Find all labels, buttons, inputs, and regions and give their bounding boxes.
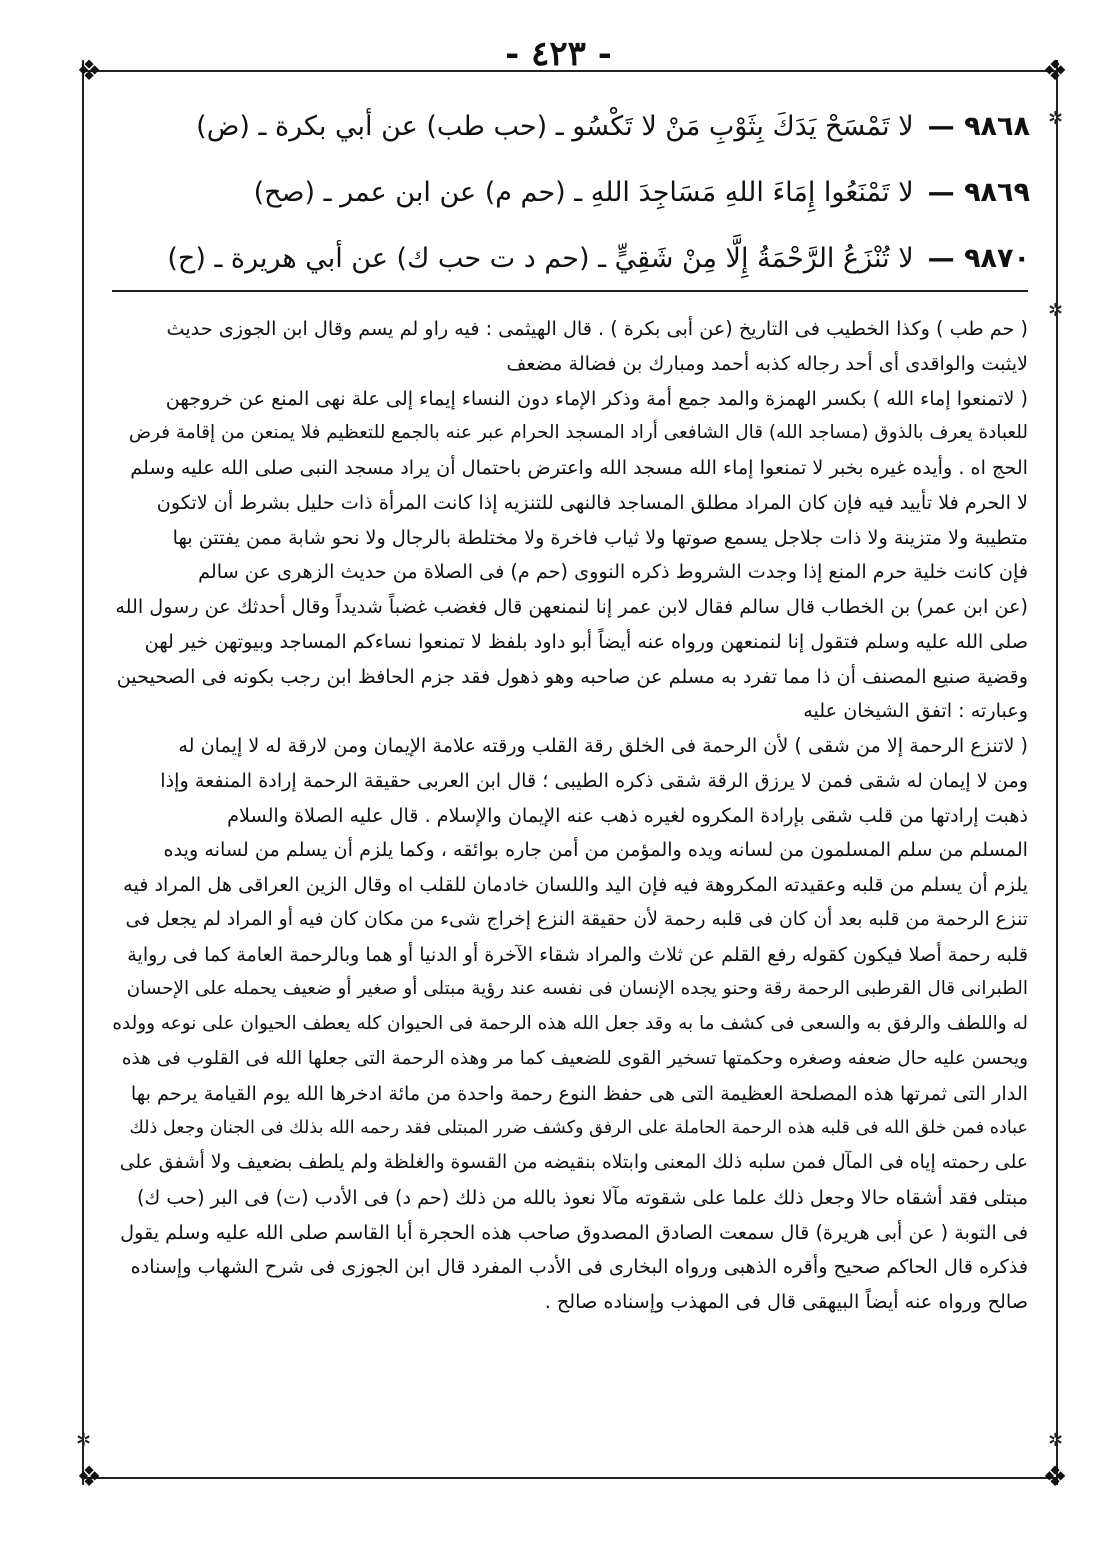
hadith-text: لا تُنْزَعُ الرَّحْمَةُ إِلَّا مِنْ شَقِيٍّ ـ (حم د ت حب ك) عن أبي هريرة ـ (ح) — [167, 243, 914, 274]
hadith-list — [110, 94, 1030, 292]
side-ornament-icon: ✲ — [1048, 108, 1064, 129]
commentary-line: ( حم طب ) وكذا الخطيب فى التاريخ (عن أبى بكرة ) . قال الهيثمى : فيه راو لم يسم وقال ابن الجوزى حديث — [166, 317, 1028, 340]
commentary-line: الدار التى ثمرتها هذه المصلحة العظيمة التى هى حفظ النوع رحمة واحدة من مائة ادخرها الله يوم القيامة يرحم بها — [130, 1081, 1028, 1105]
commentary-line: فإن كانت خلية حرم المنع إذا وجدت الشروط ذكره النووى (حم م) فى الصلاة من حديث الزهرى عن سالم — [198, 560, 1028, 584]
hadith-entry — [110, 94, 1030, 160]
commentary-line: الحج اه . وأيده غيره بخبر لا تمنعوا إماء الله مسجد الله واعترض باحتمال أن يراد مسجد النبى صلى الله عليه وسلم — [130, 456, 1028, 479]
commentary-line: صالح ورواه عنه أيضاً البيهقى قال فى المهذب وإسناده صالح . — [544, 1290, 1028, 1313]
commentary-line: الطبرانى قال القرطبى الرحمة رقة وحنو يجده الإنسان فى نفسه عند رؤية مبتلى أو صغير أو ضعيف يحمله على الإحسان — [126, 978, 1028, 1000]
commentary-line: فذكره قال الحاكم صحيح وأقره الذهبى ورواه البخارى فى الأدب المفرد قال ابن الجوزى فى شرح الشهاب وإسناده — [130, 1255, 1028, 1279]
commentary-line: صلى الله عليه وسلم فتقول إنا لنمنعهن ورواه عنه أيضاً أبو داود بلفظ لا تمنعوا نساءكم المساجد وبيوتهن خير لهن — [144, 629, 1028, 653]
commentary-line: ويحسن عليه حال ضعفه وصغره وحكمتها تسخير القوى للضعيف كما مر وهذه الرحمة التى جعلها الله فى القلوب فى هذه — [121, 1047, 1028, 1069]
hadith-text: لا تَمْنَعُوا إِمَاءَ اللهِ مَسَاجِدَ اللهِ ـ (حم م) عن ابن عمر ـ (صح) — [253, 177, 914, 208]
section-divider — [112, 290, 1028, 292]
corner-ornament-icon: ❖ — [1042, 1460, 1068, 1493]
commentary-line: للعبادة يعرف بالذوق (مساجد الله) قال الشافعى أراد المسجد الحرام عبر عنه بالجمع للتعظيم فلا يمنعن من إقامة فرض — [128, 422, 1028, 444]
commentary-line: وعبارته : اتفق الشيخان عليه — [803, 699, 1028, 723]
commentary-line: تنزع الرحمة من قلبه بعد أن كان فى قلبه رحمة لأن حقيقة النزع إخراج شىء من مكان كان فيه أو المراد لم يجعل فى — [125, 908, 1028, 930]
commentary-line: ومن لا إيمان له شقى فمن لا يرزق الرقة شقى ذكره الطيبى ؛ قال ابن العربى حقيقة الرحمة إرادة المنفعة وإذا — [160, 768, 1028, 792]
commentary-line: (عن ابن عمر) بن الخطاب قال سالم فقال لابن عمر إنا لنمنعهن قال فغضب غضباً شديداً وقال أحدثك عن رسول الله — [115, 595, 1028, 618]
commentary-line: لايثبت والواقدى أى أحد رجاله كذبه أحمد ومبارك بن فضالة مضعف — [506, 351, 1028, 375]
commentary-line: ( لاتنزع الرحمة إلا من شقى ) لأن الرحمة فى الخلق رقة القلب ورقته علامة الإيمان ومن لارقة له لا إيمان له — [178, 734, 1028, 757]
commentary-body — [112, 312, 1028, 1320]
page-number: - ٤٢٣ - — [505, 34, 612, 74]
commentary-line: مبتلى فقد أشقاه حالا وجعل ذلك علما على شقوته مآلا نعوذ بالله من ذلك (حم د) فى الأدب (ت) فى البر (حب ك) — [136, 1185, 1028, 1209]
hadith-entry — [110, 226, 1030, 292]
hadith-number: ٩٨٧٠ — — [927, 243, 1030, 274]
hadith-number: ٩٨٦٩ — — [927, 177, 1030, 208]
hadith-text: لا تَمْسَحْ يَدَكَ بِثَوْبِ مَنْ لا تَكْسُو ـ (حب طب) عن أبي بكرة ـ (ض) — [196, 111, 914, 142]
corner-ornament-icon: ❖ — [76, 54, 102, 87]
side-ornament-icon: ✲ — [1048, 300, 1064, 321]
frame-bottom-border — [82, 1477, 1056, 1479]
commentary-line: لا الحرم فلا تأييد فيه فإن كان المراد مطلق المساجد فالنهى للتنزيه إذا كانت المرأة ذات حليل بشرط أن لاتكون — [156, 490, 1028, 514]
commentary-line: متطيبة ولا متزينة ولا ذات جلاجل يسمع صوتها ولا ثياب فاخرة ولا مختلطة بالرجال ولا نحو شابة ممن يفتتن بها — [172, 525, 1028, 549]
hadith-number: ٩٨٦٨ — — [927, 111, 1030, 142]
commentary-line: له واللطف والرفق به والسعى فى كشف ما به وقد جعل الله هذه الرحمة فى الحيوان كله يعطف الحيوان على نوعه وولده — [112, 1013, 1028, 1034]
hadith-entry — [110, 160, 1030, 226]
commentary-line: يلزم أن يسلم من قلبه وعقيدته المكروهة فيه فإن اليد واللسان خادمان للقلب اه وقال الزين العراقى هل المراد فيه — [123, 873, 1028, 896]
commentary-line: على رحمته إياه فى المآل فمن سلبه ذلك المعنى وابتلاه بنقيضه من القسوة والغلظة ولم يلطف بضعيف ولا أشفق على — [119, 1152, 1028, 1173]
commentary-line: قلبه رحمة أصلا فيكون كقوله رفع القلم عن ثلاث والمراد شقاء الآخرة أو الدنيا أو هما وبالرحمة العامة كما فى رواية — [127, 942, 1028, 966]
commentary-line: ذهبت إرادتها من قلب شقى بإرادة المكروه لغيره ذهب عنه الإيمان والإسلام . قال عليه الصلاة والسلام — [227, 803, 1028, 827]
commentary-line: وقضية صنيع المصنف أن ذا مما تفرد به مسلم عن صاحبه وهو ذهول فقد جزم الحافظ ابن رجب بكونه فى الصحيحين — [116, 664, 1028, 688]
corner-ornament-icon: ❖ — [1042, 54, 1068, 87]
corner-ornament-icon: ❖ — [76, 1460, 102, 1493]
side-ornament-icon: ✲ — [1048, 1430, 1064, 1451]
side-ornament-icon: ✲ — [76, 1430, 92, 1451]
commentary-line: فى التوبة ( عن أبى هريرة) قال سمعت الصادق المصدوق صاحب هذه الحجرة أبا القاسم صلى الله عليه وسلم يقول — [120, 1220, 1028, 1244]
commentary-line: ( لاتمنعوا إماء الله ) بكسر الهمزة والمد جمع أمة وذكر الإماء دون النساء إيماء إلى علة نهى المنع عن خروجهن — [165, 386, 1028, 410]
commentary-line: عباده فمن خلق الله فى قلبه هذه الرحمة الحاملة على الرفق وكشف ضرر المبتلى فقد رحمه الله بذلك فى الجنان وجعل ذلك — [129, 1118, 1028, 1139]
commentary-line: المسلم من سلم المسلمون من لسانه ويده والمؤمن من أمن جاره بوائقه ، وكما يلزم أن يسلم من لسانه ويده — [163, 838, 1028, 862]
